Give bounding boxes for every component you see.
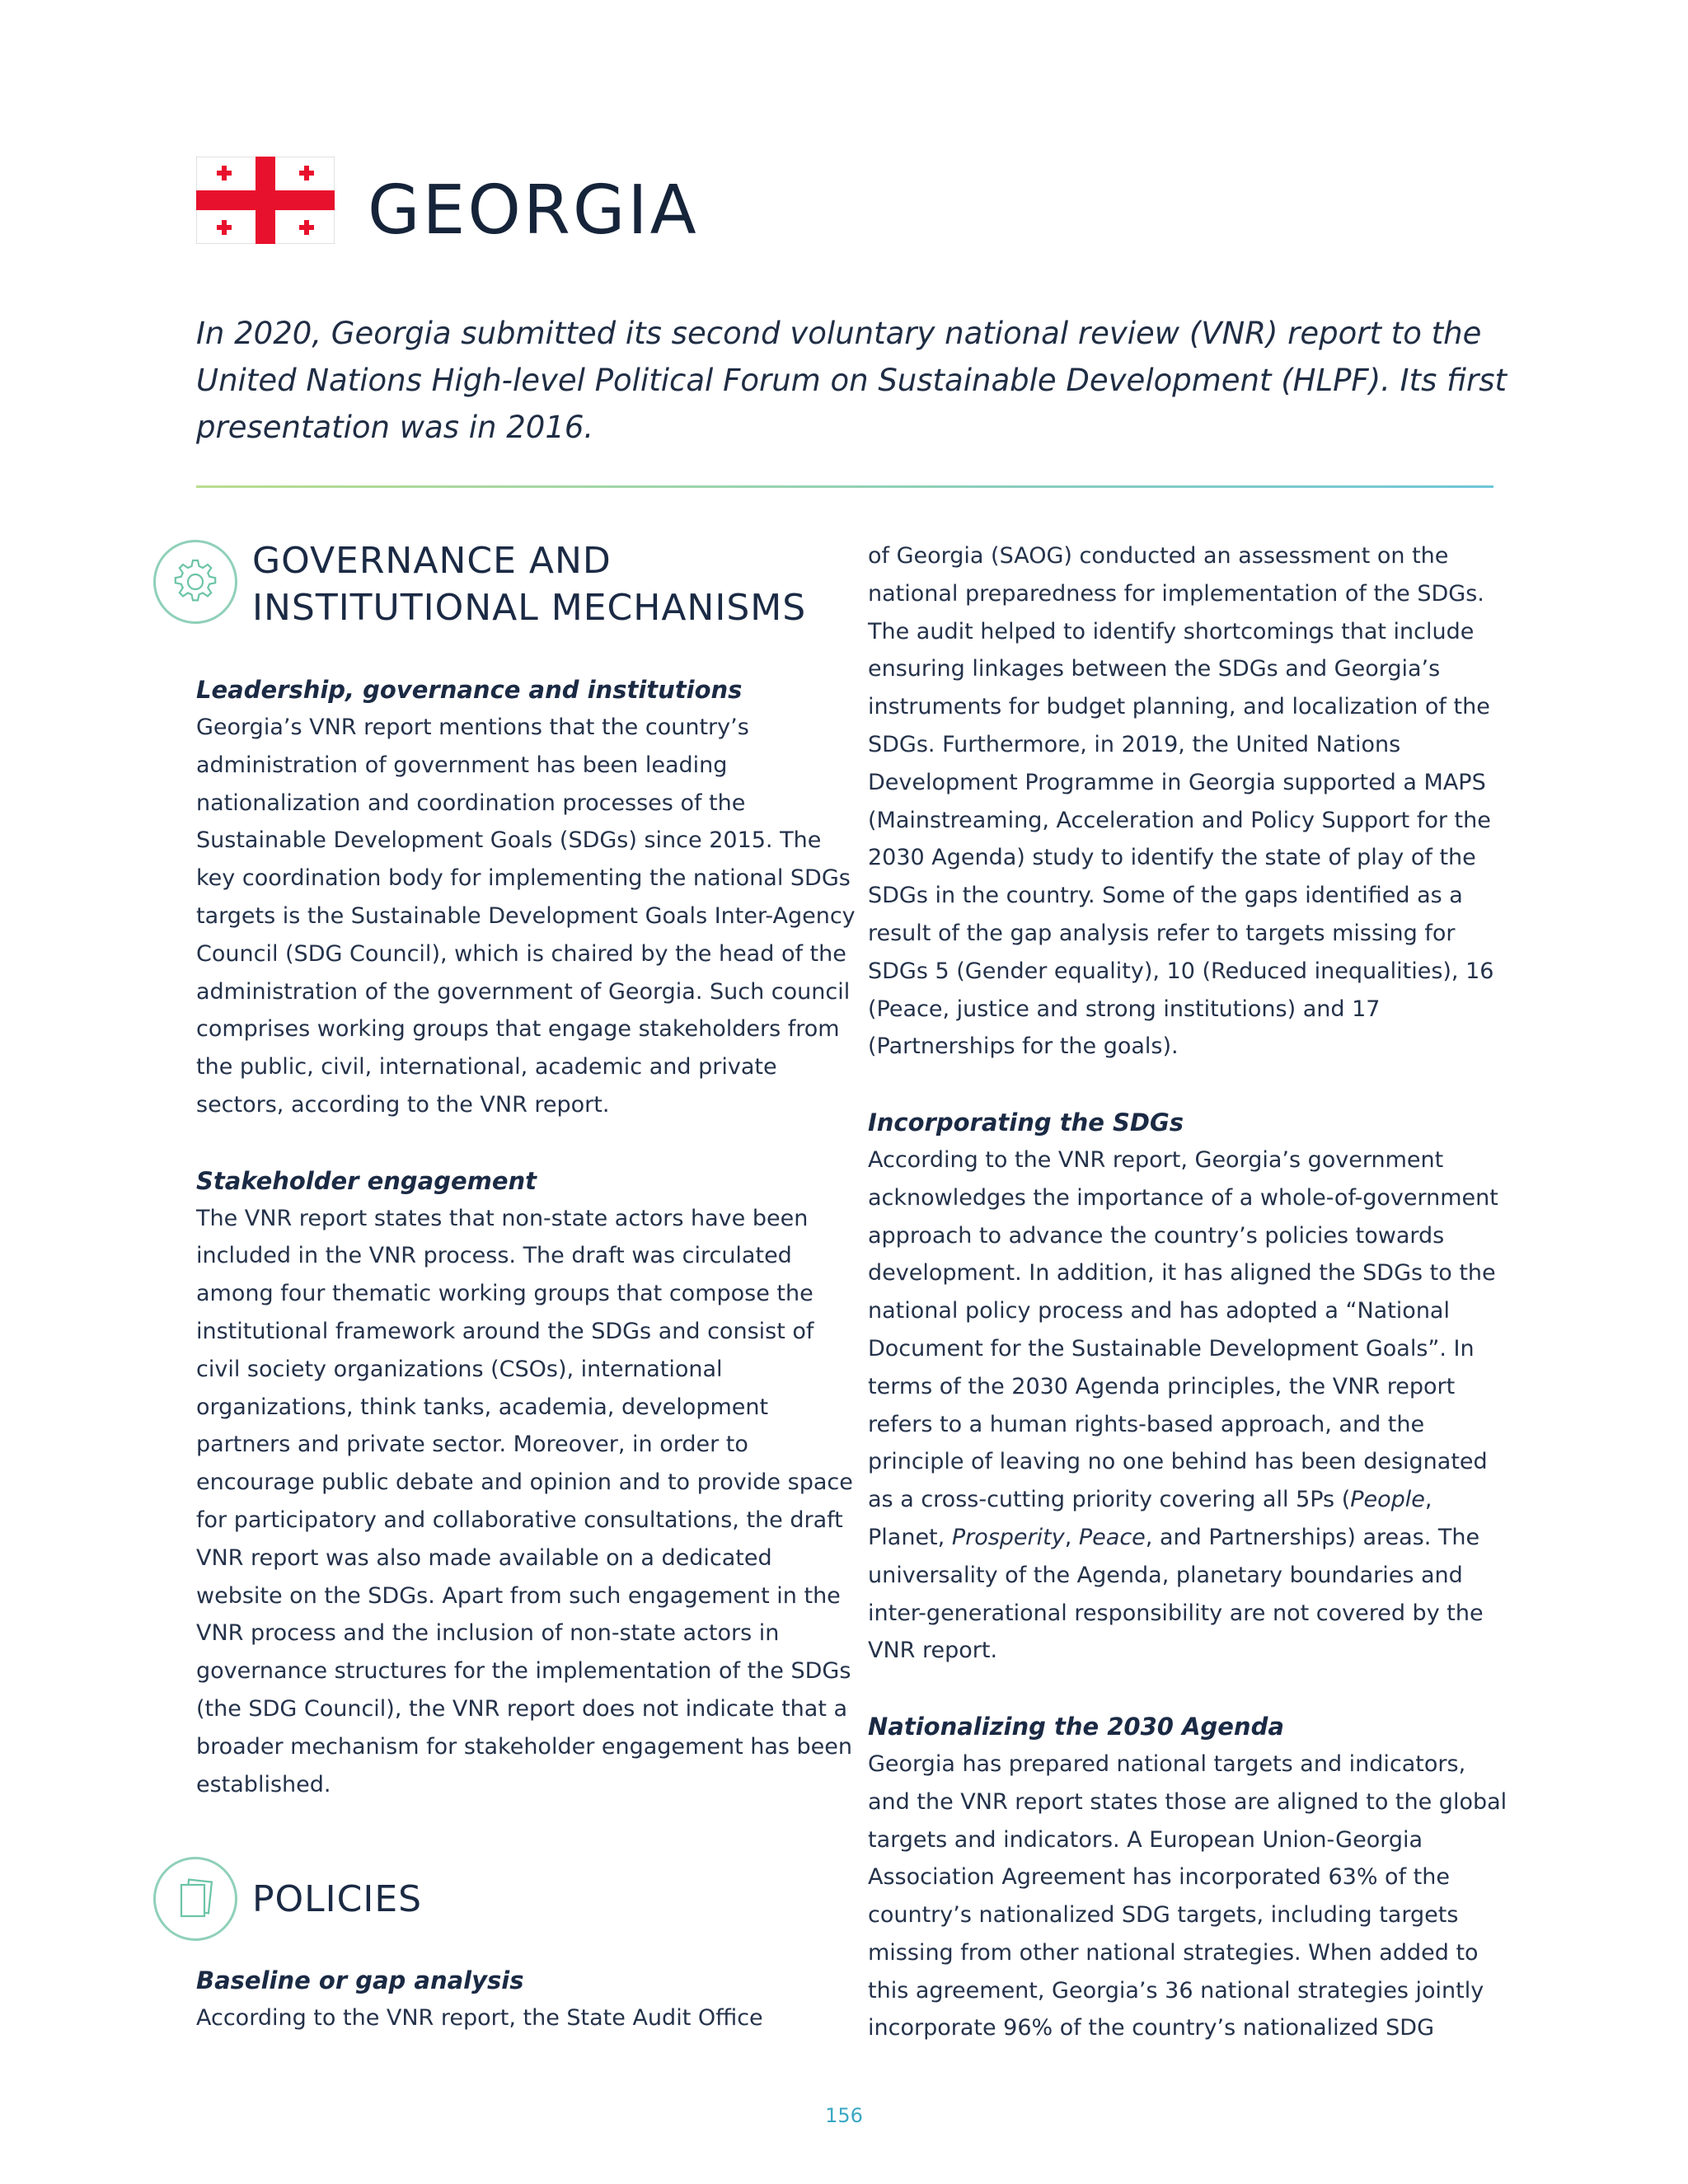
right-column xyxy=(868,537,1511,2047)
left-column xyxy=(196,671,856,1803)
policies-section-header xyxy=(153,1857,237,1941)
policies-section-title: POLICIES xyxy=(252,1878,423,1920)
page-title: GEORGIA xyxy=(368,171,699,250)
documents-icon xyxy=(153,1857,237,1941)
baseline-block xyxy=(196,1961,856,2037)
georgia-flag-icon xyxy=(196,157,335,244)
page-number: 156 xyxy=(825,2104,863,2127)
leadership-body: Georgia’s VNR report mentions that the country’s administration of government has been leading nationalization and coordination processes of the Sustainable Development Goals (SDGs) since 2015. The key coordination body for implementing the national SDGs targets is the Sustainable Development Goals Inter-Agency Council (SDG Council), which is chaired by the head of the administration of the government of Georgia. Such council comprises working groups that engage stakeholders from the public, civil, international, academic and private sectors, according to the VNR report. xyxy=(196,715,856,1118)
leadership-heading: Leadership, governance and institutions xyxy=(196,676,743,704)
nationalizing-body: Georgia has prepared national targets and indicators, and the VNR report states those are aligned to the global targets and indicators. A European Union-Georgia Association Agreement has incorporated 63% of the country’s nationalized SDG targets, including targets missing from other national strategies. When added to this agreement, Georgia’s 36 national strategies jointly incorporate 96% of the country’s nationalized SDG xyxy=(868,1750,1507,2041)
baseline-heading: Baseline or gap analysis xyxy=(196,1966,524,1994)
baseline-body-start: According to the VNR report, the State Audit Office xyxy=(196,2005,763,2031)
governance-section-title: GOVERNANCE AND INSTITUTIONAL MECHANISMS xyxy=(252,540,807,629)
baseline-body-continued: of Georgia (SAOG) conducted an assessment on the national preparedness for implementation of the SDGs. The audit helped to identify shortcomings that include ensuring linkages between the SDGs and Georgia’s instruments for budget planning, and localization of the SDGs. Furthermore, in 2019, the United Nations Development Programme in Georgia supported a MAPS (Mainstreaming, Acceleration and Policy Support for the 2030 Agenda) study to identify the state of play of the SDGs in the country. Some of the gaps identified as a result of the gap analysis refer to targets missing for SDGs 5 (Gender equality), 10 (Reduced inequalities), 16 (Peace, justice and strong institutions) and 17 (Partnerships for the goals). xyxy=(868,543,1494,1060)
divider xyxy=(196,485,1493,488)
stakeholder-body: The VNR report states that non-state actors have been included in the VNR process. The draft was circulated among four thematic working groups that compose the institutional framework around the SDGs and consist of civil society organizations (CSOs), international organizations, think tanks, academia, development partners and private sector. Moreover, in order to encourage public debate and opinion and to provide space for participatory and collaborative consultations, the draft VNR report was also made available on a dedicated website on the SDGs. Apart from such engagement in the VNR process and the inclusion of non-state actors in governance structures for the implementation of the SDGs (the SDG Council), the VNR report does not indicate that a broader mechanism for stakeholder engagement has been established. xyxy=(196,1205,853,1797)
incorporating-heading: Incorporating the SDGs xyxy=(868,1108,1184,1137)
intro-paragraph: In 2020, Georgia submitted its second voluntary national review (VNR) report to the United Nations High-level Political Forum on Sustainable Development (HLPF). Its first presentation was in 2016. xyxy=(196,316,1507,445)
incorporating-body: According to the VNR report, Georgia’s government acknowledges the importance of a whole-of-government approach to advance the country’s policies towards development. In addition, it has aligned the SDGs to the national policy process and has adopted a “National Document for the Sustainable Development Goals”. In terms of the 2030 Agenda principles, the VNR report refers to a human rights-based approach, and the principle of leaving no one behind has been designated as a cross-cutting priority covering all 5Ps (People, Planet, Prosperity, Peace, and Partnerships) areas. The universality of the Agenda, planetary boundaries and inter-generational responsibility are not covered by the VNR report. xyxy=(868,1146,1498,1664)
governance-section-header xyxy=(153,540,237,624)
nationalizing-heading: Nationalizing the 2030 Agenda xyxy=(868,1712,1284,1741)
stakeholder-heading: Stakeholder engagement xyxy=(196,1166,537,1195)
gear-icon xyxy=(153,540,237,624)
